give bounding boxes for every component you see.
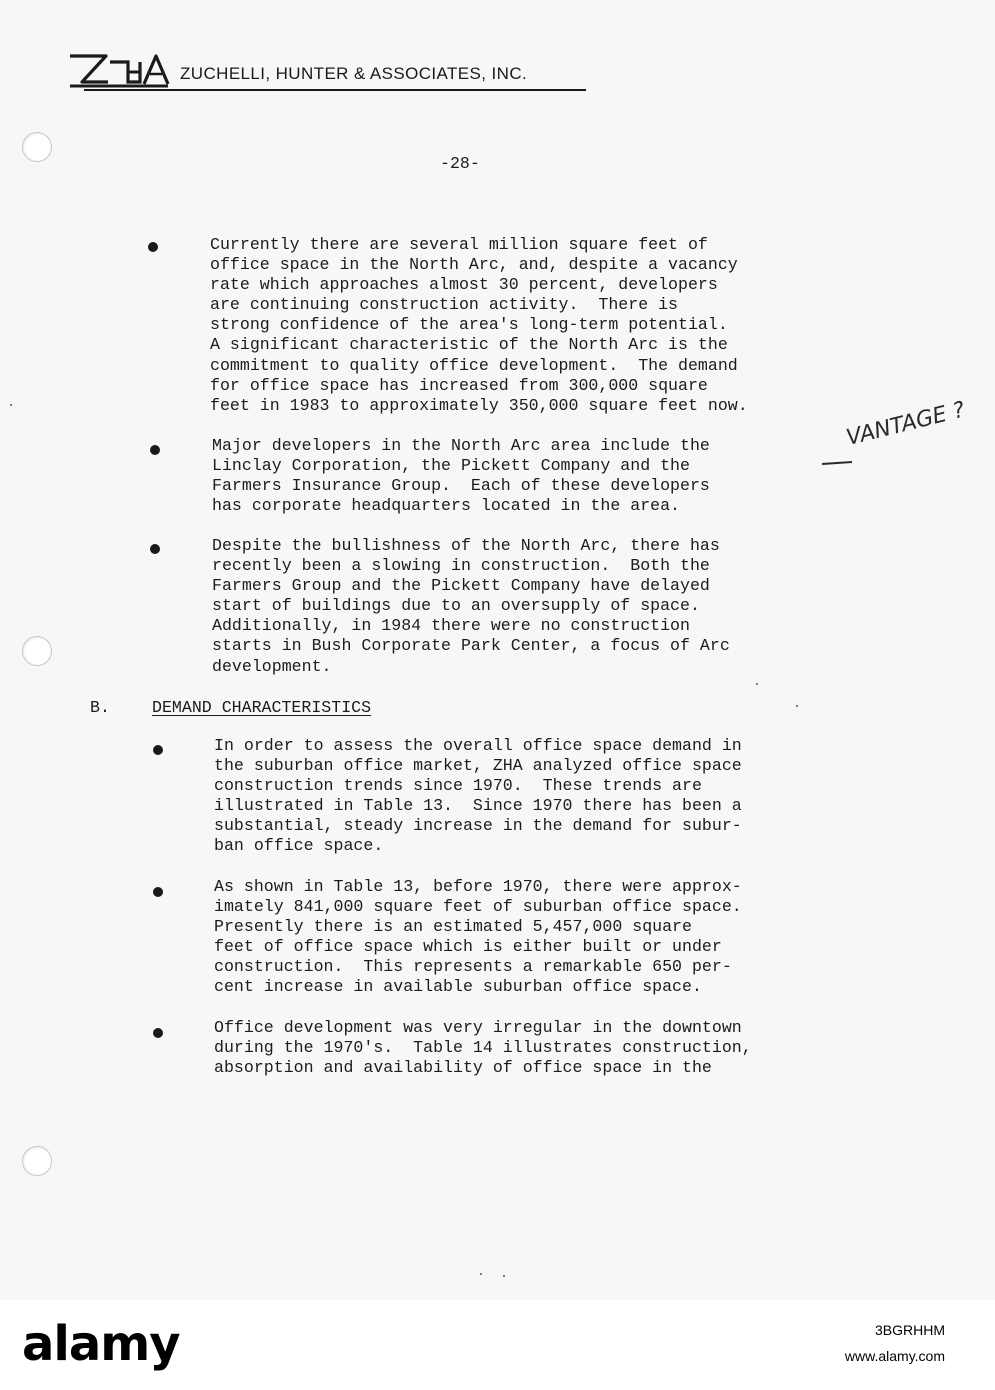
scan-speck	[10, 404, 12, 406]
handwritten-note	[822, 382, 982, 472]
company-name: ZUCHELLI, HUNTER & ASSOCIATES, INC.	[180, 64, 528, 83]
handwritten-note-text: VANTAGE ?	[843, 397, 968, 451]
binder-hole	[22, 1146, 52, 1176]
paragraph: Currently there are several million square feet of office space in the North Arc, and, despite a vacancy rate which approaches almost 30 percent, developers are continuing construction activity. There is strong confidence of the area's long-term potential. A significant characteristic of the North Arc is the commitment to quality office development. The demand for office space has increased from 300,000 square feet in 1983 to approximately 350,000 square feet now.	[210, 235, 748, 415]
bullet-icon	[153, 745, 163, 755]
scan-speck	[796, 705, 798, 707]
paragraph: In order to assess the overall office space demand in the suburban office market, ZHA analyzed office space construction trends since 1970. These trends are illustrated in Table 13. Since 1970 there has been a substantial, steady increase in the demand for subur- ban office space.	[214, 736, 742, 856]
paragraph: Major developers in the North Arc area include the Linclay Corporation, the Pickett Company and the Farmers Insurance Group. Each of these developers has corporate headquarters located in the area.	[212, 436, 710, 516]
letterhead	[68, 52, 588, 92]
alamy-logo: alamy	[22, 1316, 180, 1372]
scan-speck	[480, 1273, 482, 1275]
paragraph: Office development was very irregular in the downtown during the 1970's. Table 14 illustrates construction, absorption and availability of office space in the	[214, 1018, 752, 1078]
bullet-icon	[153, 1028, 163, 1038]
bullet-icon	[150, 445, 160, 455]
binder-hole	[22, 132, 52, 162]
watermark-footer	[0, 1300, 995, 1390]
bullet-icon	[153, 887, 163, 897]
bullet-icon	[148, 242, 158, 252]
paragraph: Despite the bullishness of the North Arc, there has recently been a slowing in construction. Both the Farmers Group and the Pickett Company have delayed start of buildings due to an oversupply of space. Additionally, in 1984 there were no construction starts in Bush Corporate Park Center, a focus of Arc development.	[212, 536, 730, 676]
site-url: www.alamy.com	[844, 1348, 945, 1364]
section-letter: B.	[90, 698, 110, 717]
zha-logo	[68, 52, 174, 90]
handwritten-dash	[822, 461, 852, 465]
section-title: DEMAND CHARACTERISTICS	[152, 698, 372, 717]
scan-speck	[503, 1275, 505, 1277]
letterhead-rule	[84, 89, 586, 91]
image-id: 3BGRHHM	[874, 1322, 945, 1338]
scan-speck	[756, 683, 758, 685]
bullet-icon	[150, 544, 160, 554]
page-number: -28-	[440, 154, 480, 173]
paragraph: As shown in Table 13, before 1970, there were approx- imately 841,000 square feet of suburban office space. Presently there is an estimated 5,457,000 square feet of office space which is either built or under construction. This represents a remarkable 650 per- cent increase in available suburban office space.	[214, 877, 742, 997]
binder-hole	[22, 636, 52, 666]
